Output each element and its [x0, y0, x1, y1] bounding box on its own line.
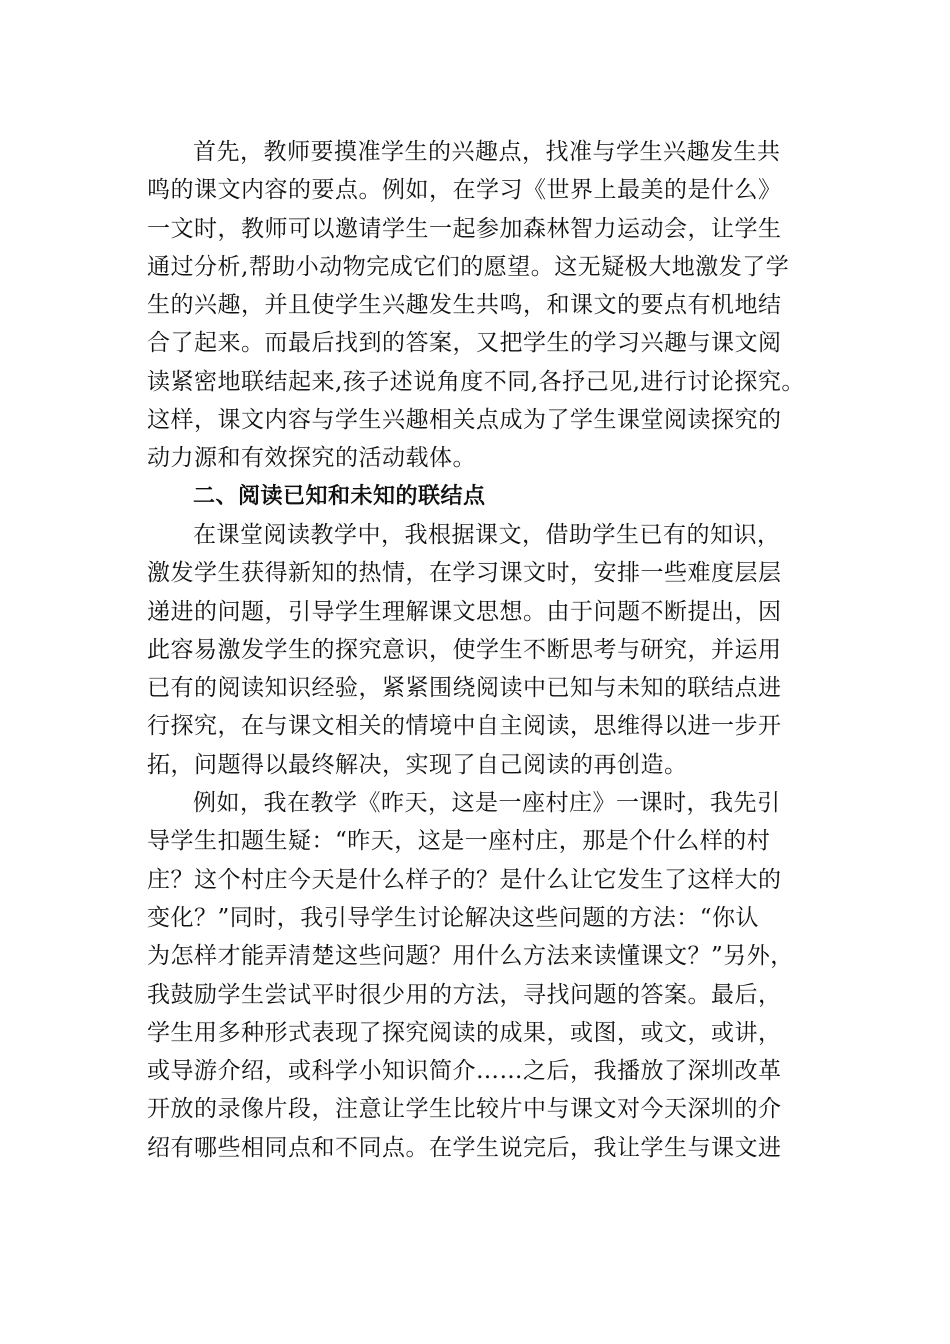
paragraph-line: 导学生扣题生疑：“昨天，这是一座村庄，那是个什么样的村	[147, 828, 771, 855]
document-body	[147, 133, 807, 1167]
paragraph-line: 激发学生获得新知的热情，在学习课文时，安排一些难度层层	[147, 560, 782, 587]
paragraph-line: 拓，问题得以最终解决，实现了自己阅读的再创造。	[147, 751, 688, 778]
paragraph-line: 变化？”同时，我引导学生讨论解决这些问题的方法：“你认	[147, 904, 760, 931]
paragraph-line: 此容易激发学生的探究意识，使学生不断思考与研究，并运用	[147, 636, 782, 663]
paragraph-line: 为怎样才能弄清楚这些问题？用什么方法来读懂课文？”另外，	[147, 943, 794, 970]
paragraph-line: 行探究，在与课文相关的情境中自主阅读，思维得以进一步开	[147, 713, 782, 740]
paragraph-line: 例如，我在教学《昨天，这是一座村庄》一课时，我先引	[193, 790, 781, 817]
paragraph-line: 开放的录像片段，注意让学生比较片中与课文对今天深圳的介	[147, 1096, 782, 1123]
paragraph-line: 庄？这个村庄今天是什么样子的？是什么让它发生了这样大的	[147, 866, 782, 893]
paragraph-line: 鸣的课文内容的要点。例如，在学习《世界上最美的是什么》	[147, 177, 782, 204]
paragraph-line: 这样，课文内容与学生兴趣相关点成为了学生课堂阅读探究的	[147, 407, 782, 434]
paragraph-line: 动力源和有效探究的活动载体。	[147, 445, 476, 472]
paragraph-line: 通过分析,帮助小动物完成它们的愿望。这无疑极大地激发了学	[147, 253, 790, 280]
paragraph-line: 我鼓励学生尝试平时很少用的方法，寻找问题的答案。最后，	[147, 981, 782, 1008]
paragraph-line: 递进的问题，引导学生理解课文思想。由于问题不断提出，因	[147, 598, 782, 625]
paragraph-line: 首先，教师要摸准学生的兴趣点，找准与学生兴趣发生共	[193, 139, 781, 165]
paragraph-line: 学生用多种形式表现了探究阅读的成果，或图，或文，或讲，	[147, 1019, 782, 1046]
paragraph-line: 读紧密地联结起来,孩子述说角度不同,各抒己见,进行讨论探究。	[147, 368, 805, 395]
section-heading: 二、阅读已知和未知的联结点	[193, 483, 486, 509]
paragraph-line: 已有的阅读知识经验，紧紧围绕阅读中已知与未知的联结点进	[147, 675, 782, 702]
paragraph-line: 生的兴趣，并且使学生兴趣发生共鸣，和课文的要点有机地结	[147, 292, 782, 319]
paragraph-line: 或导游介绍，或科学小知识简介……之后，我播放了深圳改革	[147, 1058, 782, 1085]
paragraph-line: 在课堂阅读教学中，我根据课文，借助学生已有的知识，	[193, 521, 781, 548]
paragraph-line: 一文时，教师可以邀请学生一起参加森林智力运动会，让学生	[147, 215, 782, 242]
paragraph-line: 合了起来。而最后找到的答案，又把学生的学习兴趣与课文阅	[147, 330, 782, 357]
paragraph-line: 绍有哪些相同点和不同点。在学生说完后，我让学生与课文进	[147, 1134, 782, 1161]
